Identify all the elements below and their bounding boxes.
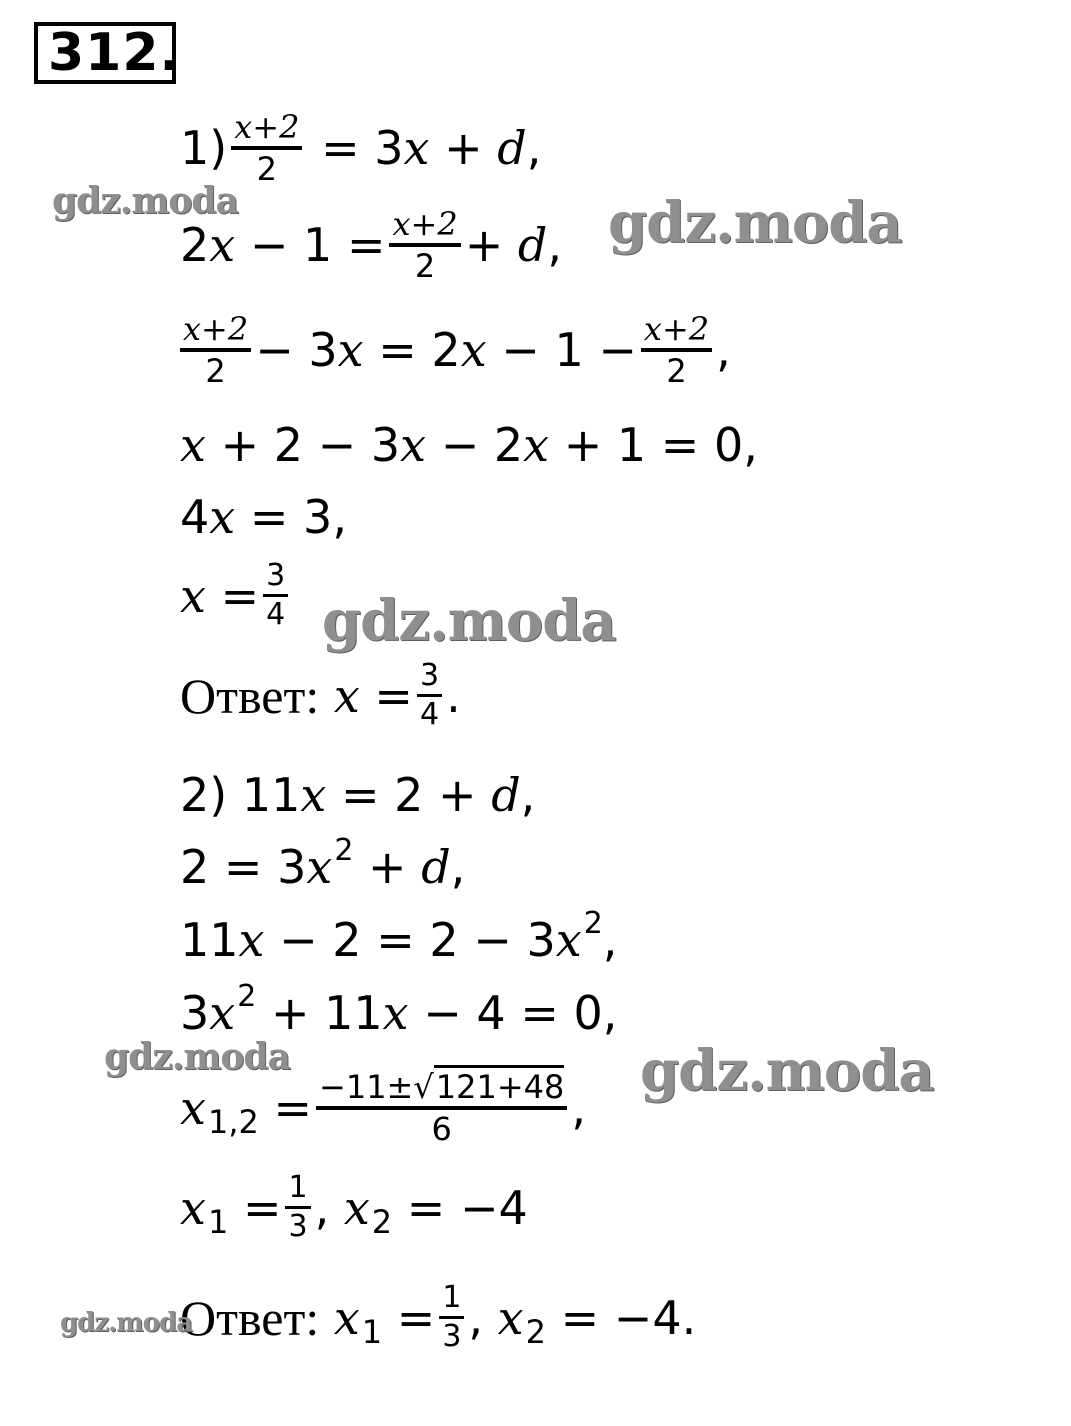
fraction: $\frac{3}{4}$: [263, 558, 288, 633]
equation-7: 2) 11 x = 2 + d ,: [180, 768, 536, 822]
equation-12: x 1 = $\frac{1}{3}$ , x 2 = − 4: [180, 1170, 528, 1244]
watermark: gdz.moda: [608, 190, 902, 256]
equation-5: 4 x = 3 ,: [180, 490, 347, 544]
equation-10: 3 x 2 + 11 x − 4 = 0 ,: [180, 979, 618, 1040]
equation-6: x = $\frac{3}{4}$: [180, 558, 292, 633]
fraction: $\frac{3}{4}$: [417, 658, 442, 733]
quadratic-formula: $\frac{-11\pm√121+48}{6}$: [316, 1068, 567, 1148]
fraction: $\frac{x+2}{2}$: [641, 310, 712, 390]
fraction: $\frac{1}{3}$: [285, 1170, 310, 1245]
equation-2: 2 x − 1 = $\frac{x+2}{2}$ + d ,: [180, 205, 562, 285]
equation-3: $\frac{x+2}{2}$ − 3 x = 2 x − 1 − $\frac{x+2}{2}$ ,: [180, 310, 731, 390]
watermark: gdz.moda: [60, 1308, 193, 1338]
equation-1: 1) $\frac{x+2}{2}$ = 3 x + d ,: [180, 108, 542, 188]
part-label: 1): [180, 121, 228, 175]
watermark: gdz.moda: [52, 180, 238, 222]
fraction: $\frac{x+2}{2}$: [231, 108, 302, 188]
watermark: gdz.moda: [322, 588, 616, 654]
answer-label: Ответ:: [180, 667, 320, 724]
fraction: $\frac{x+2}{2}$: [180, 310, 251, 390]
equation-9: 11 x − 2 = 2 − 3 x 2 ,: [180, 906, 618, 967]
part-label: 2): [180, 768, 228, 822]
equation-11: x 1,2 = $\frac{-11\pm√121+48}{6}$ ,: [180, 1068, 586, 1148]
answer-2: Ответ: x 1 = $\frac{1}{3}$ , x 2 = − 4 .: [180, 1280, 697, 1354]
fraction: $\frac{x+2}{2}$: [389, 205, 460, 285]
watermark: gdz.moda: [104, 1036, 290, 1078]
answer-label: Ответ:: [180, 1289, 320, 1346]
equation-4: x + 2 − 3 x − 2 x + 1 = 0 ,: [180, 418, 758, 472]
equation-8: 2 = 3 x 2 + d ,: [180, 833, 466, 894]
answer-1: Ответ: x = $\frac{3}{4}$ .: [180, 658, 461, 732]
watermark: gdz.moda: [640, 1038, 934, 1104]
problem-number: 312.: [34, 22, 176, 84]
fraction: $\frac{1}{3}$: [439, 1280, 464, 1355]
